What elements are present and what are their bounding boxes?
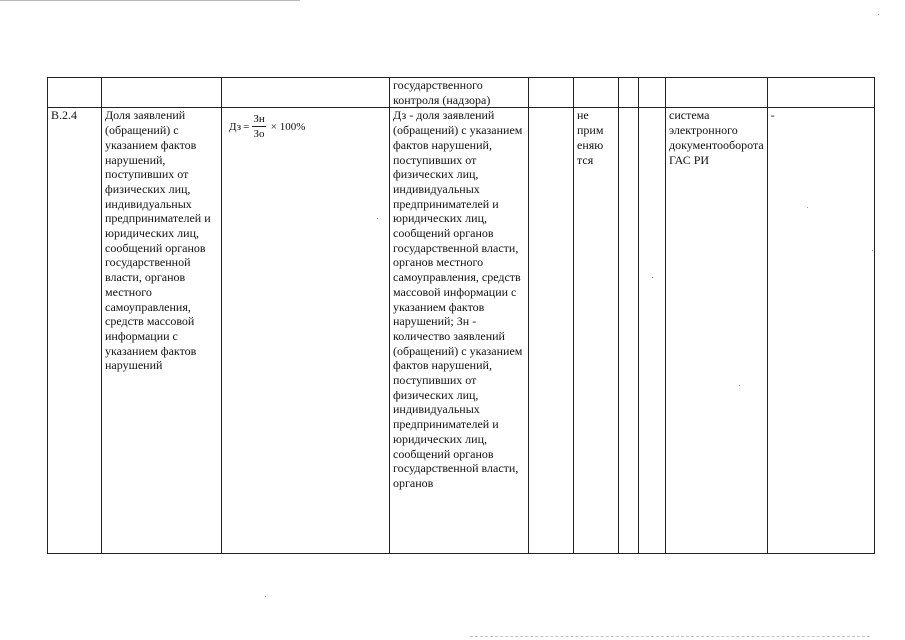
indicators-table [47,77,875,554]
cell-empty [639,78,666,108]
cell-empty [574,78,619,108]
cell-indicator-code: В.2.4 [48,108,102,554]
scan-bottom-edge [470,636,870,637]
cell-empty [529,78,574,108]
cell-note: - [767,108,874,554]
cell-empty [222,78,390,108]
formula-equals: = [243,120,250,133]
cell-data-source: система электронного документооборота ГАС РИ [666,108,768,554]
cell-empty [619,78,639,108]
cell-empty [102,78,222,108]
scan-speck [265,596,266,597]
cell-indicator-name: Доля заявлений (обращений) с указанием фактов нарушений, поступивших от физических лиц, индивидуальных предпринимателей и юридических лиц, сообщений органов государственной власти, органов местного самоуправления, средств массовой информации с указанием фактов нарушений [102,108,222,554]
scan-speck [878,14,879,15]
table-row [48,108,875,554]
cell-measurement-continued: государственного контроля (надзора) [390,78,529,108]
cell-formula [222,108,390,554]
formula-denominator: Зо [253,128,265,141]
cell-empty [619,108,639,554]
formula [229,113,305,140]
cell-empty [529,108,574,554]
formula-numerator: Зн [253,113,265,126]
cell-status: не прим еняю тся [574,108,619,554]
cell-empty [666,78,768,108]
table-row-continuation [48,78,875,108]
scan-edge-line [0,0,300,1]
formula-fraction [252,113,265,140]
cell-empty [767,78,874,108]
cell-empty [639,108,666,554]
formula-lhs: Дз [229,120,242,133]
formula-multiplier: × 100% [270,120,306,133]
cell-empty [48,78,102,108]
cell-description: Дз - доля заявлений (обращений) с указанием фактов нарушений, поступивших от физических лиц, индивидуальных предпринимателей и юридических лиц, сообщений органов государственной власти, органов местного самоуправления, средств массовой информации с указанием фактов нарушений; Зн - количество заявлений (обращений) с указанием фактов нарушений, поступивших от физических лиц, индивидуальных предпринимателей и юридических лиц, сообщений органов государственной власти, органов [390,108,529,554]
